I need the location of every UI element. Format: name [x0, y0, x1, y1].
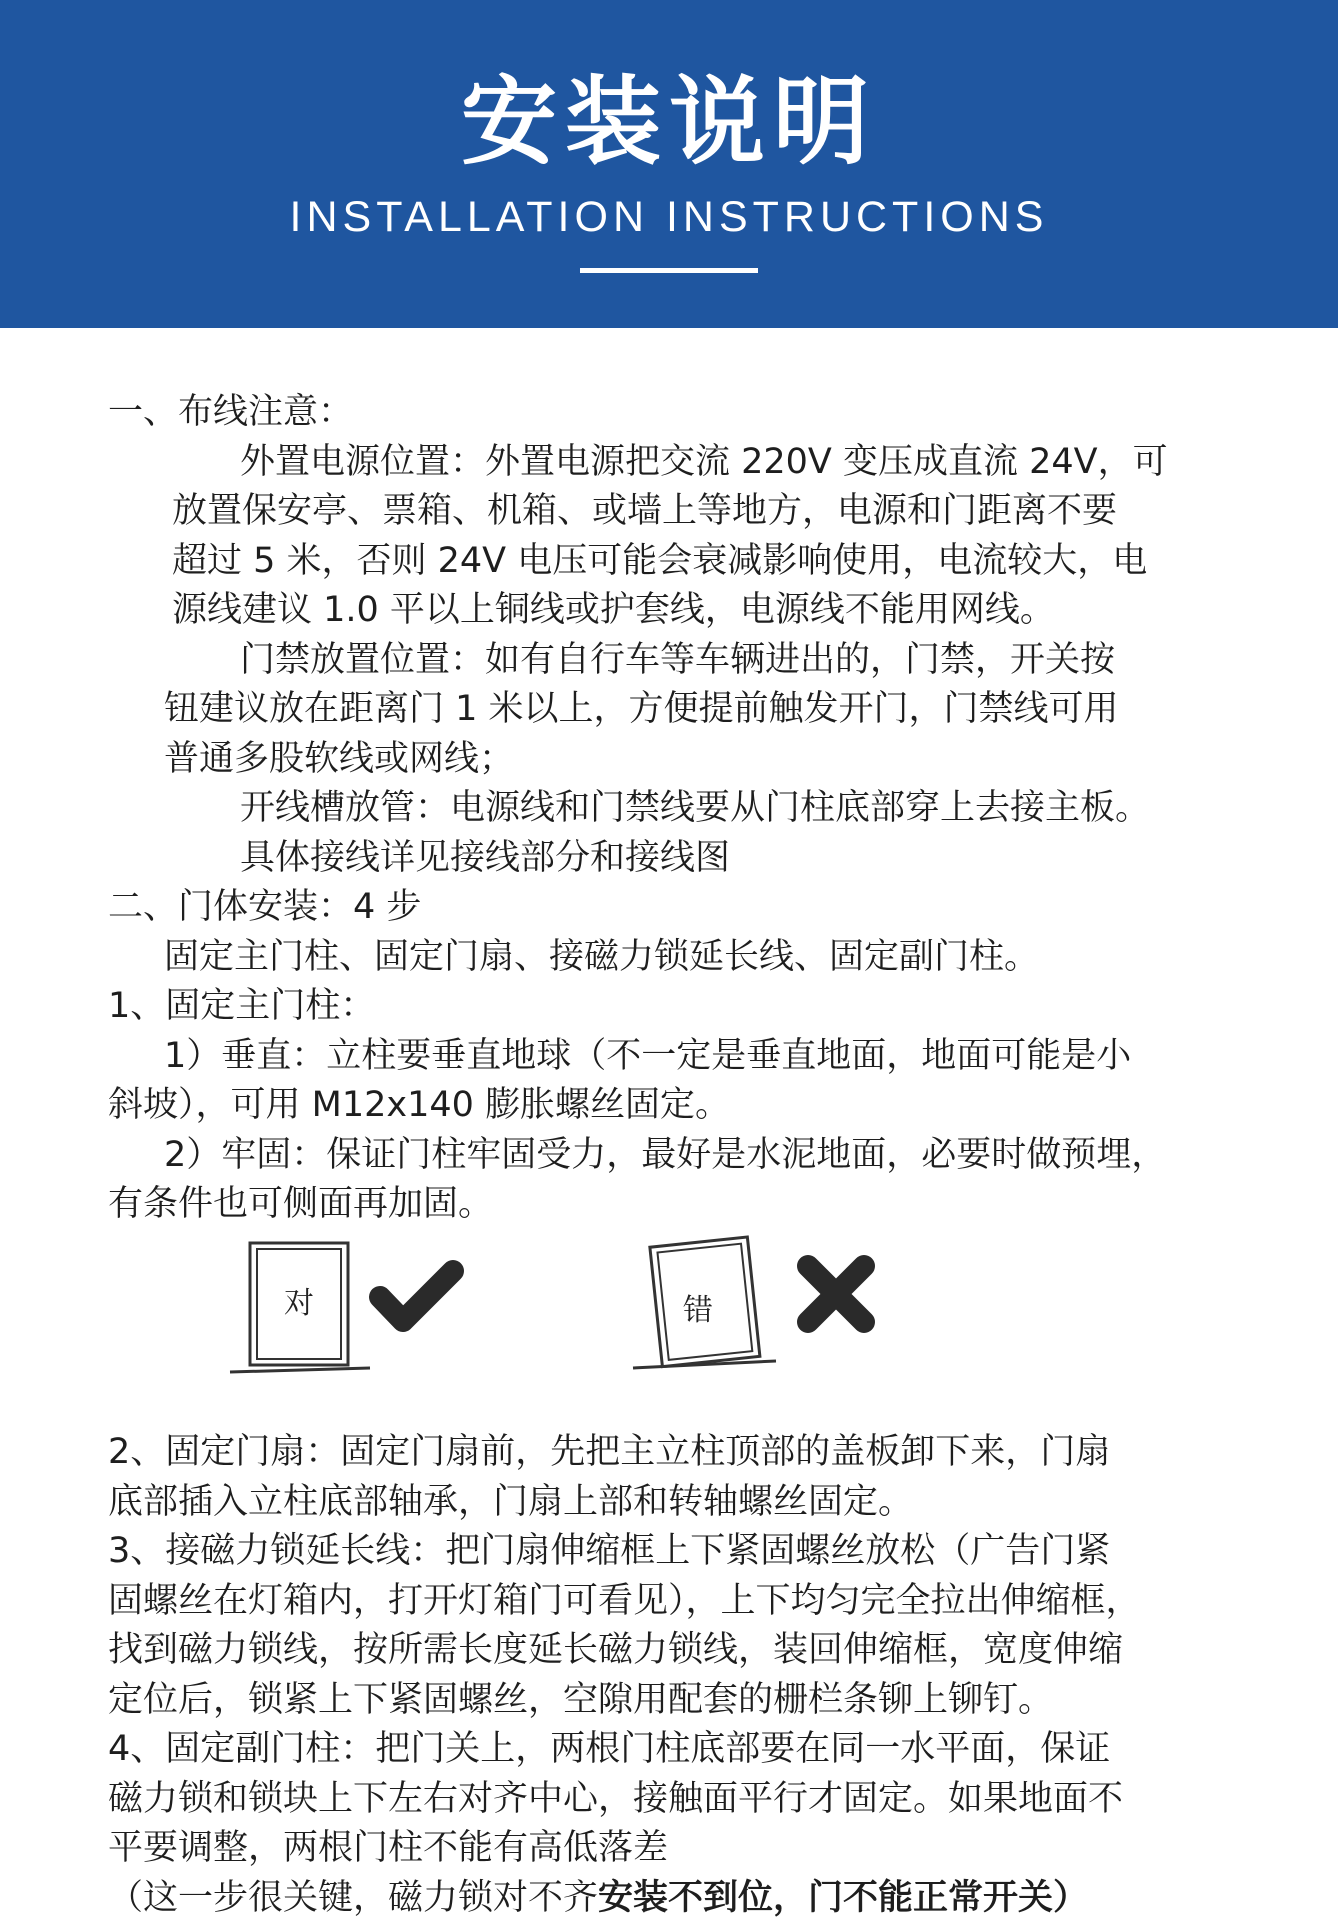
step1-heading: 1、固定主门柱：	[108, 986, 376, 1026]
cross-icon	[808, 1266, 864, 1322]
step4-line-2: 磁力锁和锁块上下左右对齐中心，接触面平行才固定。如果地面不	[108, 1779, 1124, 1819]
access-line-2: 钮建议放在距离门 1 米以上，方便提前触发开门，门禁线可用	[164, 689, 1119, 729]
key-note	[108, 1876, 1088, 1920]
section1-heading: 一、布线注意：	[108, 392, 354, 432]
power-line-1: 外置电源位置：外置电源把交流 220V 变压成直流 24V，可	[240, 442, 1168, 482]
step3-line-4: 定位后，锁紧上下紧固螺丝，空隙用配套的栅栏条铆上铆钉。	[108, 1680, 1054, 1720]
step1-vertical-line-2: 斜坡），可用 M12x140 膨胀螺丝固定。	[108, 1085, 731, 1125]
header-banner	[0, 0, 1338, 328]
power-line-2: 放置保安亭、票箱、机箱、或墙上等地方，电源和门距离不要	[172, 491, 1118, 531]
wrong-post-diagram	[628, 1228, 908, 1378]
step1-firm-line-2: 有条件也可侧面再加固。	[108, 1184, 494, 1224]
correct-post-diagram	[225, 1235, 485, 1385]
title-underline	[580, 268, 758, 273]
power-line-4: 源线建议 1.0 平以上铜线或护套线，电源线不能用网线。	[172, 590, 1055, 630]
check-icon	[380, 1271, 453, 1321]
key-note-bold: 安装不到位，门不能正常开关）	[598, 1878, 1089, 1918]
page-subtitle: INSTALLATION INSTRUCTIONS	[289, 193, 1049, 241]
section2-heading: 二、门体安装：4 步	[108, 887, 422, 927]
ground-line	[230, 1368, 370, 1372]
step2-line-2: 底部插入立柱底部轴承，门扇上部和转轴螺丝固定。	[108, 1482, 914, 1522]
step1-vertical-line-1: 1）垂直：立柱要垂直地球（不一定是垂直地面，地面可能是小	[164, 1036, 1132, 1076]
step2-line-1: 2、固定门扇：固定门扇前，先把主立柱顶部的盖板卸下来，门扇	[108, 1432, 1111, 1472]
correct-label: 对	[284, 1286, 314, 1321]
step4-line-3: 平要调整，两根门柱不能有高低落差	[108, 1828, 669, 1868]
step3-line-3: 找到磁力锁线，按所需长度延长磁力锁线，装回伸缩框，宽度伸缩	[108, 1630, 1124, 1670]
access-line-1: 门禁放置位置：如有自行车等车辆进出的，门禁，开关按	[240, 640, 1116, 680]
step1-firm-line-1: 2）牢固：保证门柱牢固受力，最好是水泥地面，必要时做预埋，	[164, 1135, 1167, 1175]
groove-line-1: 开线槽放管：电源线和门禁线要从门柱底部穿上去接主板。	[240, 788, 1151, 828]
power-line-3: 超过 5 米，否则 24V 电压可能会衰减影响使用，电流较大，电	[172, 541, 1148, 581]
groove-line-2: 具体接线详见接线部分和接线图	[240, 838, 731, 878]
wrong-label: 错	[683, 1293, 713, 1328]
section2-summary: 固定主门柱、固定门扇、接磁力锁延长线、固定副门柱。	[164, 937, 1040, 977]
step4-line-1: 4、固定副门柱：把门关上，两根门柱底部要在同一水平面，保证	[108, 1729, 1111, 1769]
step3-line-1: 3、接磁力锁延长线：把门扇伸缩框上下紧固螺丝放松（广告门紧	[108, 1531, 1111, 1571]
access-line-3: 普通多股软线或网线；	[164, 739, 515, 779]
page-title: 安装说明	[461, 66, 877, 178]
step3-line-2: 固螺丝在灯箱内，打开灯箱门可看见），上下均匀完全拉出伸缩框，	[108, 1581, 1141, 1621]
key-note-normal: （这一步很关键，磁力锁对不齐	[108, 1878, 599, 1918]
